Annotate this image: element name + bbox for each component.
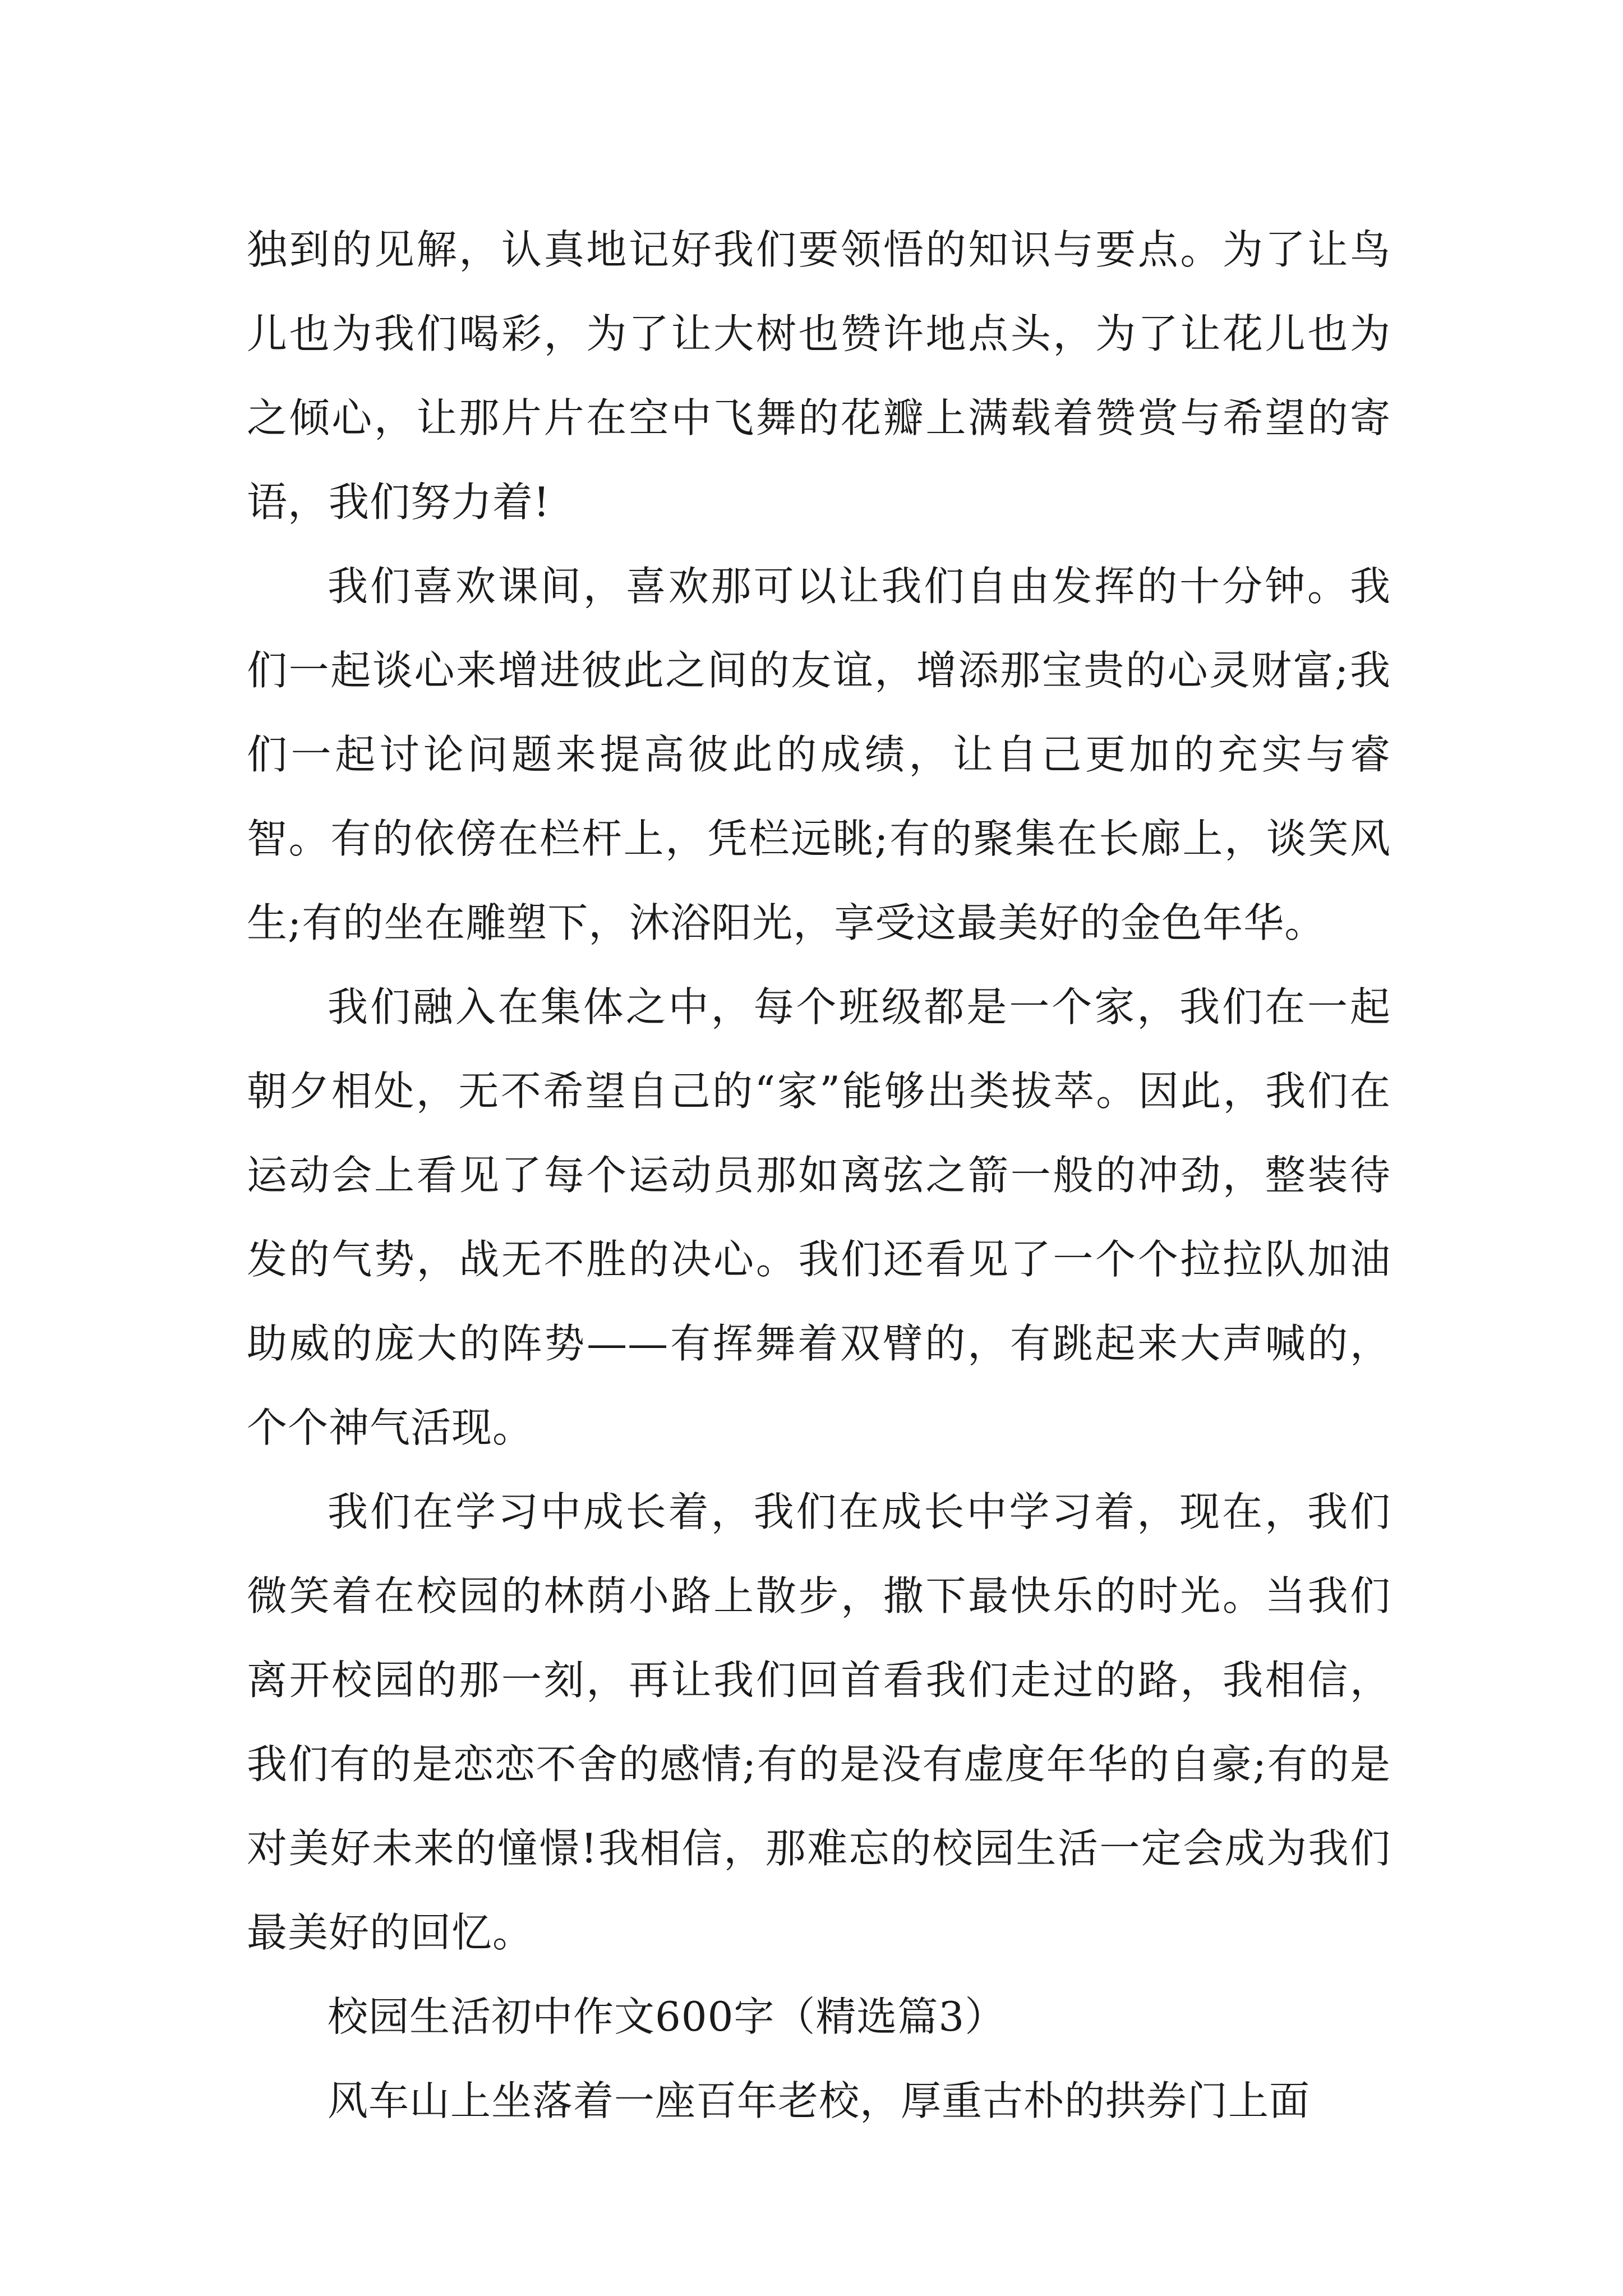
paragraph-5: 风车山上坐落着一座百年老校，厚重古朴的拱券门上面 [328,2077,1311,2124]
paragraph-4: 我们在学习中成长着，我们在成长中学习着，现在，我们微笑着在校园的林荫小路上散步，撒下最快乐的时光。当我们离开校园的那一刻，再让我们回首看我们走过的路，我相信，我们有的是恋恋不舍的感情;有的是没有虚度年华的自豪;有的是对美好未来的憧憬!我相信，那难忘的校园生活一定会成为我们最美好的回忆。 [247,1488,1391,1956]
paragraph-3: 我们融入在集体之中，每个班级都是一个家，我们在一起朝夕相处，无不希望自己的“家”能够出类拔萃。因此，我们在运动会上看见了每个运动员那如离弦之箭一般的冲劲，整装待发的气势，战无不胜的决心。我们还看见了一个个拉拉队加油助威的庞大的阵势——有挥舞着双臂的，有跳起来大声喊的，个个神气活现。 [247,983,1391,1451]
paragraph-1: 独到的见解，认真地记好我们要领悟的知识与要点。为了让鸟儿也为我们喝彩，为了让大树也赞许地点头，为了让花儿也为之倾心，让那片片在空中飞舞的花瓣上满载着赞赏与希望的寄语，我们努力着! [247,226,1391,526]
section-heading: 校园生活初中作文600字（精选篇3） [328,1993,1006,2040]
document-body [247,208,1391,2143]
paragraph-2: 我们喜欢课间，喜欢那可以让我们自由发挥的十分钟。我们一起谈心来增进彼此之间的友谊，增添那宝贵的心灵财富;我们一起讨论问题来提高彼此的成绩，让自己更加的充实与睿智。有的依傍在栏杆上，凭栏远眺;有的聚集在长廊上，谈笑风生;有的坐在雕塑下，沐浴阳光，享受这最美好的金色年华。 [247,563,1391,946]
